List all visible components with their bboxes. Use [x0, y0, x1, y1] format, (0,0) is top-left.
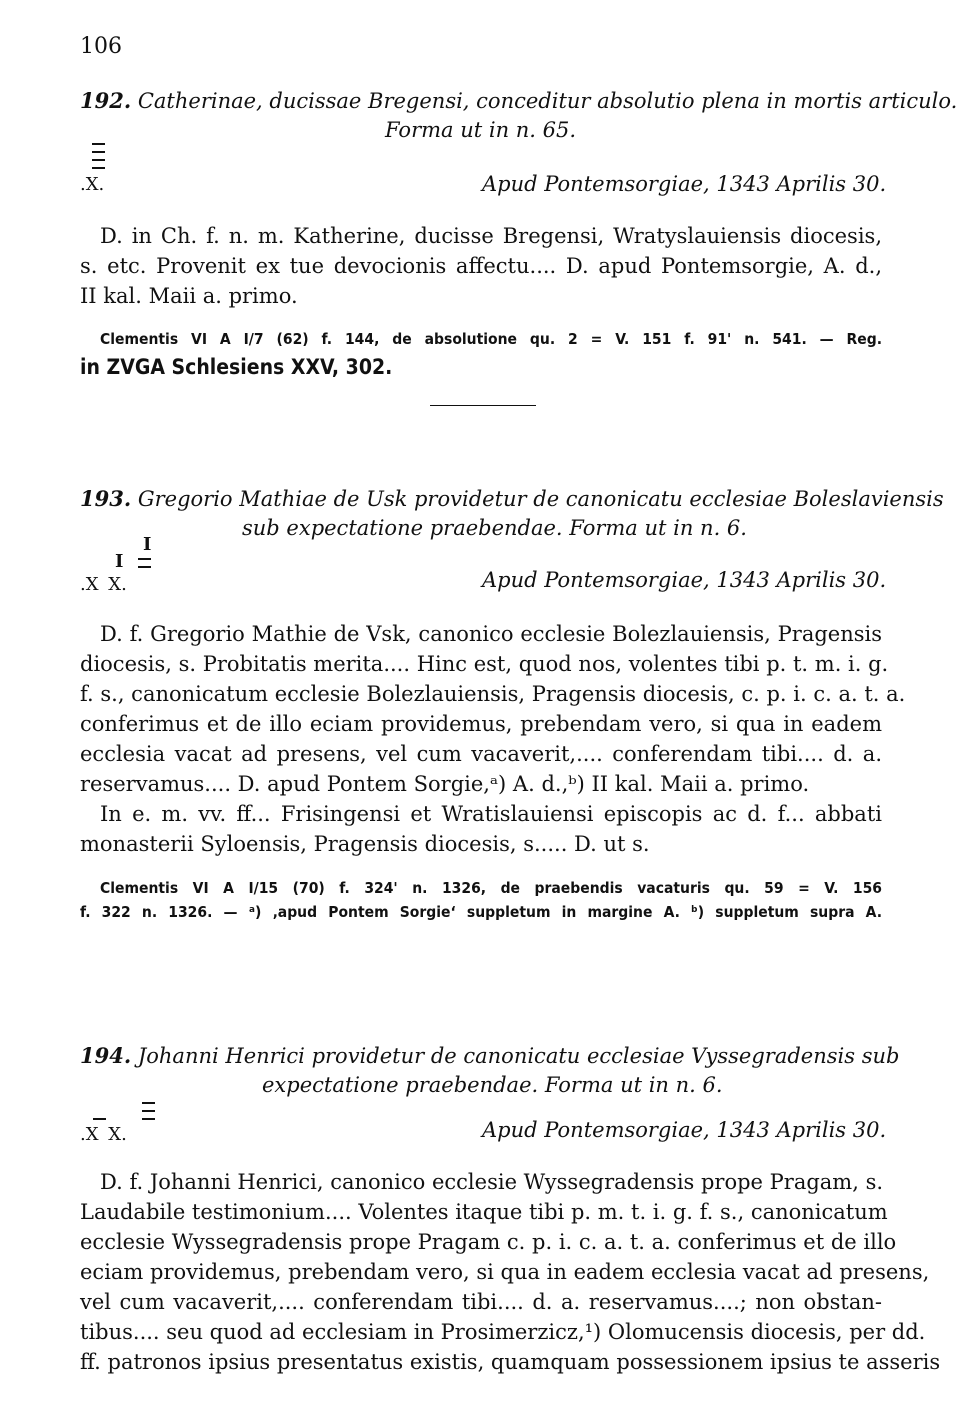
entry-body-line: Laudabile testimonium.... Volentes itaque tibi p. m. t. i. g. f. s., canonicatum [80, 1200, 888, 1224]
chronology-mark: .X. [80, 174, 105, 195]
entry-body-line: reservamus.... D. apud Pontem Sorgie,ᵃ) A. d.,ᵇ) II kal. Maii a. primo. [80, 772, 810, 796]
entry-body-line: s. etc. Provenit ex tue devocionis affectu.... D. apud Pontemsorgie, A. d., [80, 254, 882, 278]
entry-note-line: Clementis VI A I/7 (62) f. 144, de absolutione qu. 2 = V. 151 f. 91' n. 541. — Reg. [100, 330, 882, 348]
entry-number: 192. [80, 88, 132, 113]
section-divider [430, 405, 536, 406]
entry-194-heading [80, 1043, 899, 1068]
entry-number: 194. [80, 1043, 132, 1068]
page-number: 106 [80, 34, 122, 59]
chronology-mark-bar [138, 558, 151, 560]
entry-body-line: D. f. Johanni Henrici, canonico ecclesie Wyssegradensis prope Pragam, s. [100, 1170, 884, 1194]
dateline: Apud Pontemsorgiae, 1343 Aprilis 30. [482, 1118, 887, 1142]
chronology-mark-bar [93, 1118, 106, 1120]
entry-body-line: f. s., canonicatum ecclesie Bolezlauiensis, Pragensis diocesis, c. p. i. c. a. t. a. [80, 682, 906, 706]
entry-192-heading [80, 88, 957, 113]
entry-body-line: monasterii Syloensis, Pragensis diocesis, s..... D. ut s. [80, 832, 650, 856]
entry-body-line: tibus.... seu quod ad ecclesiam in Prosimerzicz,¹) Olomucensis diocesis, per dd. [80, 1320, 926, 1344]
entry-note-line: in ZVGA Schlesiens XXV, 302. [80, 355, 393, 379]
entry-body-line: vel cum vacaverit,.... conferendam tibi.... d. a. reservamus....; non obstan- [80, 1290, 882, 1314]
entry-body-line: ecclesie Wyssegradensis prope Pragam c. p. i. c. a. t. a. conferimus et de illo [80, 1230, 897, 1254]
entry-note-line: Clementis VI A I/15 (70) f. 324' n. 1326, de praebendis vacaturis qu. 59 = V. 156 [100, 879, 882, 897]
entry-title: Gregorio Mathiae de Usk providetur de canonicatu ecclesiae Boleslaviensis [137, 487, 944, 511]
chronology-mark-stroke: I [115, 551, 124, 572]
entry-title-cont: Forma ut in n. 65. [385, 118, 577, 142]
chronology-mark-bar [138, 566, 151, 568]
chronology-mark-bar [92, 151, 105, 153]
entry-title-cont: expectatione praebendae. Forma ut in n. 6. [262, 1073, 723, 1097]
entry-body-line: diocesis, s. Probitatis merita.... Hinc est, quod nos, volentes tibi p. t. m. i. g. [80, 652, 889, 676]
chronology-mark-bar [142, 1110, 155, 1112]
entry-body-line: D. in Ch. f. n. m. Katherine, ducisse Bregensi, Wratyslauiensis diocesis, [100, 224, 882, 248]
chronology-mark: .X X. [80, 1124, 127, 1145]
entry-note-line: f. 322 n. 1326. — ᵃ) ‚apud Pontem Sorgie‘ suppletum in margine A. ᵇ) suppletum supra A. [80, 903, 882, 921]
entry-193-heading [80, 486, 944, 511]
entry-title-cont: sub expectatione praebendae. Forma ut in n. 6. [242, 516, 747, 540]
entry-title: Catherinae, ducissae Bregensi, conceditur absolutio plena in mortis articulo. [137, 89, 958, 113]
dateline: Apud Pontemsorgiae, 1343 Aprilis 30. [482, 172, 887, 196]
chronology-mark-bar [92, 159, 105, 161]
entry-body-line: ecclesia vacat ad presens, vel cum vacaverit,.... conferendam tibi.... d. a. [80, 742, 882, 766]
entry-body-line: In e. m. vv. ff... Frisingensi et Wratislauiensi episcopis ac d. f... abbati [100, 802, 882, 826]
chronology-mark-bar [142, 1118, 155, 1120]
chronology-mark-bar [92, 143, 105, 145]
chronology-mark: .X X. [80, 574, 127, 595]
entry-number: 193. [80, 486, 132, 511]
entry-body-line: conferimus et de illo eciam providemus, prebendam vero, si qua in eadem [80, 712, 882, 736]
dateline: Apud Pontemsorgiae, 1343 Aprilis 30. [482, 568, 887, 592]
chronology-mark-stroke: I [143, 534, 152, 555]
entry-body-line: II kal. Maii a. primo. [80, 284, 298, 308]
entry-body-line: eciam providemus, prebendam vero, si qua in eadem ecclesia vacat ad presens, [80, 1260, 930, 1284]
entry-body-line: D. f. Gregorio Mathie de Vsk, canonico ecclesie Bolezlauiensis, Pragensis [100, 622, 882, 646]
entry-body-line: ff. patronos ipsius presentatus existis, quamquam possessionem ipsius te asseris [80, 1350, 941, 1374]
chronology-mark-bar [92, 167, 105, 169]
entry-title: Johanni Henrici providetur de canonicatu ecclesiae Vyssegradensis sub [137, 1044, 900, 1068]
chronology-mark-bar [142, 1102, 155, 1104]
